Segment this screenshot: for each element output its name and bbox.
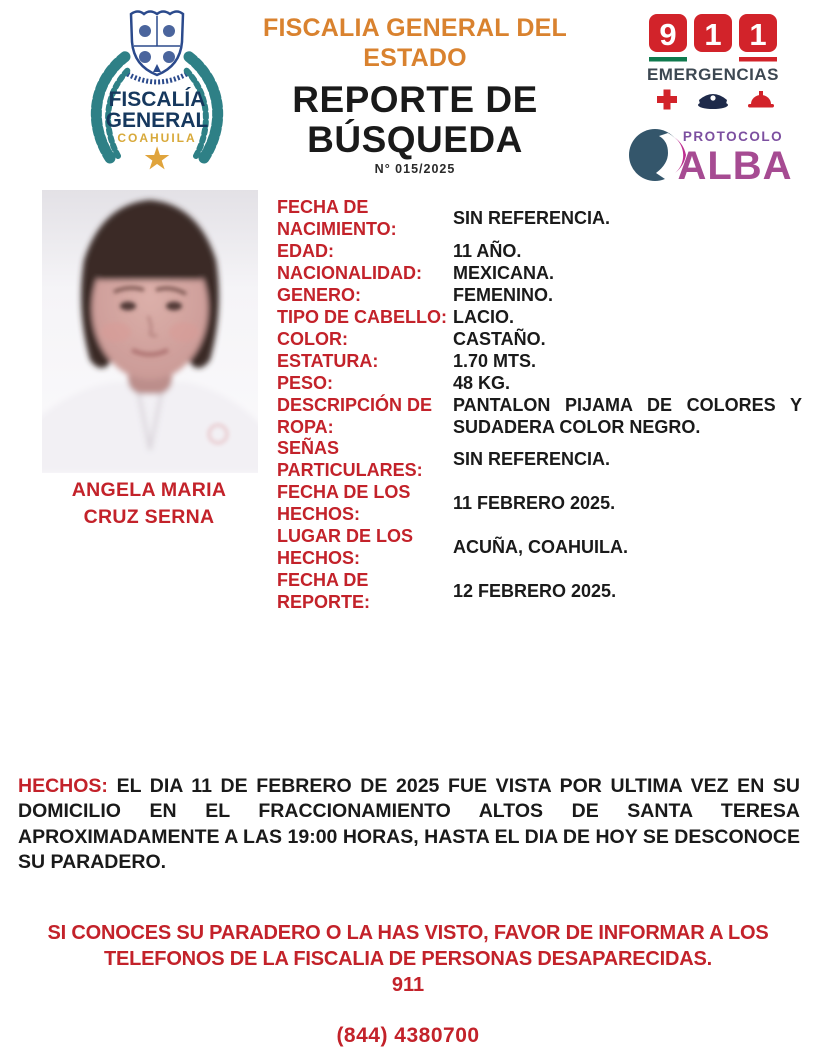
field-row-estatura [277, 351, 802, 373]
field-row-tipo-cabello [277, 307, 802, 329]
footer-notice: SI CONOCES SU PARADERO O LA HAS VISTO, FAVOR DE INFORMAR A LOS TELEFONOS DE LA FISCALIA DE PERSONAS DESAPARECIDAS. [47, 922, 769, 970]
field-row-peso [277, 373, 802, 395]
field-value: SIN REFERENCIA. [453, 449, 611, 470]
field-label: GENERO: [277, 284, 362, 305]
field-row-edad [277, 241, 802, 263]
field-value: SIN REFERENCIA. [453, 207, 611, 228]
field-value: MEXICANA. [453, 262, 555, 283]
hechos-paragraph [18, 774, 800, 875]
field-row-fecha-hechos [277, 482, 802, 526]
field-value: 48 KG. [453, 372, 511, 393]
svg-text:ALBA: ALBA [677, 144, 793, 188]
field-row-nacionalidad [277, 263, 802, 285]
protocolo-alba-logo [628, 124, 793, 190]
field-value: FEMENINO. [453, 284, 554, 305]
svg-text:★: ★ [144, 143, 170, 174]
svg-text:GENERAL: GENERAL [105, 109, 209, 132]
field-value: 12 FEBRERO 2025. [453, 581, 617, 602]
field-label: LUGAR DE LOS HECHOS: [277, 526, 414, 569]
field-value: 11 FEBRERO 2025. [453, 493, 616, 514]
field-label: FECHA DE LOS HECHOS: [277, 482, 411, 525]
fiscalia-coahuila-logo [72, 6, 242, 174]
field-label: FECHA DE NACIMIENTO: [277, 197, 397, 239]
svg-text:1: 1 [749, 17, 767, 52]
footer [23, 920, 793, 1048]
svg-text:FISCALÍA: FISCALÍA [108, 88, 206, 111]
person-name: ANGELA MARIA CRUZ SERNA [71, 479, 227, 529]
agency-name: FISCALIA GENERAL DEL ESTADO [262, 14, 567, 72]
fiscalia-shield-icon [72, 6, 242, 174]
page-title: REPORTE DE BÚSQUEDA [292, 79, 538, 160]
field-label: NACIONALIDAD: [277, 262, 422, 283]
report-number: N° 015/2025 [374, 161, 456, 176]
red-cross-icon [657, 90, 677, 110]
field-row-lugar-hechos [277, 526, 802, 570]
fire-helmet-icon [748, 91, 774, 108]
field-row-fecha-nacimiento [277, 197, 802, 241]
field-label: PESO: [277, 372, 334, 393]
police-cap-icon [698, 94, 728, 109]
field-row-senas-particulares [277, 438, 802, 482]
person-photo [42, 190, 258, 473]
field-value: 11 AÑO. [453, 240, 522, 261]
field-label: TIPO DE CABELLO: [277, 306, 447, 327]
svg-text:1: 1 [704, 17, 722, 52]
field-label: DESCRIPCIÓN DE ROPA: [277, 394, 433, 437]
field-value: PANTALON PIJAMA DE COLORES Y SUDADERA COLOR NEGRO. [453, 394, 802, 437]
field-value: CASTAÑO. [453, 328, 546, 349]
svg-text:COAHUILA: COAHUILA [117, 131, 197, 145]
field-label: COLOR: [277, 328, 348, 349]
field-row-fecha-reporte [277, 570, 802, 614]
svg-text:PROTOCOLO: PROTOCOLO [682, 129, 784, 144]
field-value: 1.70 MTS. [453, 350, 537, 371]
field-label: SEÑAS PARTICULARES: [277, 438, 423, 481]
field-label: FECHA DE REPORTE: [277, 570, 371, 613]
field-row-color [277, 329, 802, 351]
svg-text:9: 9 [659, 17, 677, 52]
footer-phone-number: (844) 4380700 [336, 1024, 480, 1047]
field-row-descripcion-ropa [277, 395, 802, 439]
header [240, 14, 590, 176]
field-value: ACUÑA, COAHUILA. [453, 537, 628, 558]
field-row-genero [277, 285, 802, 307]
field-label: ESTATURA: [277, 350, 379, 371]
field-label: EDAD: [277, 240, 334, 261]
protocolo-alba-icon [628, 124, 793, 190]
footer-emergency-number: 911 [391, 974, 425, 996]
hechos-text: EL DIA 11 DE FEBRERO DE 2025 FUE VISTA POR ULTIMA VEZ EN SU DOMICILIO EN EL FRACCIONAMIENTO ALTOS DE SANTA TERESA APROXIMADAMENTE A LAS 19:00 HORAS, HASTA EL DIA DE HOY SE DESCONOCE SU PARADERO. [18, 775, 801, 874]
svg-text:EMERGENCIAS: EMERGENCIAS [646, 65, 780, 84]
emergencias-911-icon [643, 12, 783, 120]
hechos-label: HECHOS: [18, 775, 108, 797]
field-value: LACIO. [453, 306, 514, 327]
person-details [277, 197, 802, 614]
person-photo-illustration [42, 190, 258, 473]
emergencias-911-logo [643, 12, 783, 120]
